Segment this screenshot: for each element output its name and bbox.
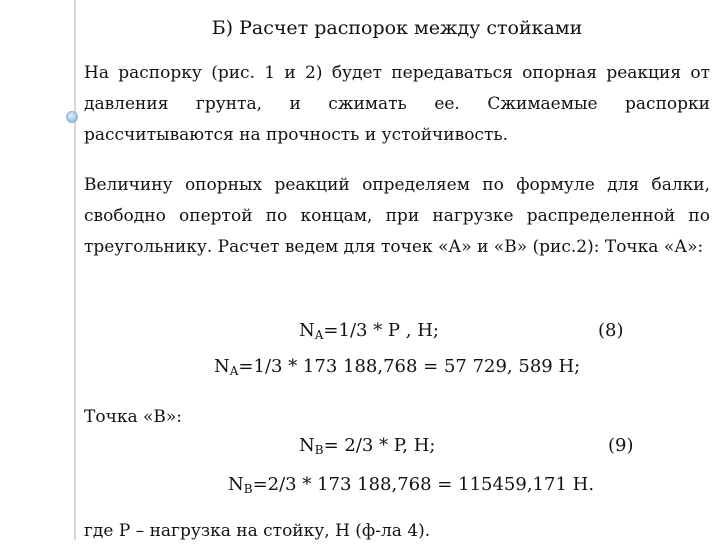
formula-subscript: A: [314, 328, 324, 342]
formula-symbol: N: [299, 320, 315, 341]
formula-expression: = 2/3 * P, Н;: [323, 435, 436, 456]
calc-symbol: N: [214, 356, 230, 377]
formula-subscript: B: [314, 443, 324, 457]
formula-symbol: N: [299, 435, 315, 456]
formula-expression: =1/3 * P , Н;: [323, 320, 439, 341]
point-b-label: Точка «В»:: [84, 407, 182, 427]
calc-subscript: B: [243, 482, 253, 496]
calc-symbol: N: [228, 474, 244, 495]
calc-nb: [228, 472, 594, 498]
equation-number-8: (8): [598, 320, 624, 341]
bullet-dot-icon: [66, 111, 78, 123]
equation-number-9: (9): [608, 435, 634, 456]
formula-na: [299, 318, 439, 344]
paragraph-support-reaction: На распорку (рис. 1 и 2) будет передаваться опорная реакция от давления грунта, и сжимать ее. Сжимаемые распорки рассчитываются на прочность и устойчивость.: [84, 63, 710, 145]
section-title: Б) Расчет распорок между стойками: [211, 17, 583, 39]
calc-expression: =2/3 * 173 188,768 = 115459,171 Н.: [252, 474, 595, 495]
left-divider-line: [74, 0, 76, 540]
formula-nb: [299, 433, 435, 459]
calc-na: [214, 354, 580, 380]
footer-note: где Р – нагрузка на стойку, Н (ф-ла 4).: [84, 521, 431, 541]
calc-subscript: A: [229, 364, 239, 378]
calc-expression: =1/3 * 173 188,768 = 57 729, 589 Н;: [238, 356, 581, 377]
paragraph-reaction-method: Величину опорных реакций определяем по формуле для балки, свободно опертой по концам, при нагрузке распределенной по треугольнику. Расчет ведем для точек «А» и «В» (рис.2): Точка «А»:: [84, 175, 710, 257]
